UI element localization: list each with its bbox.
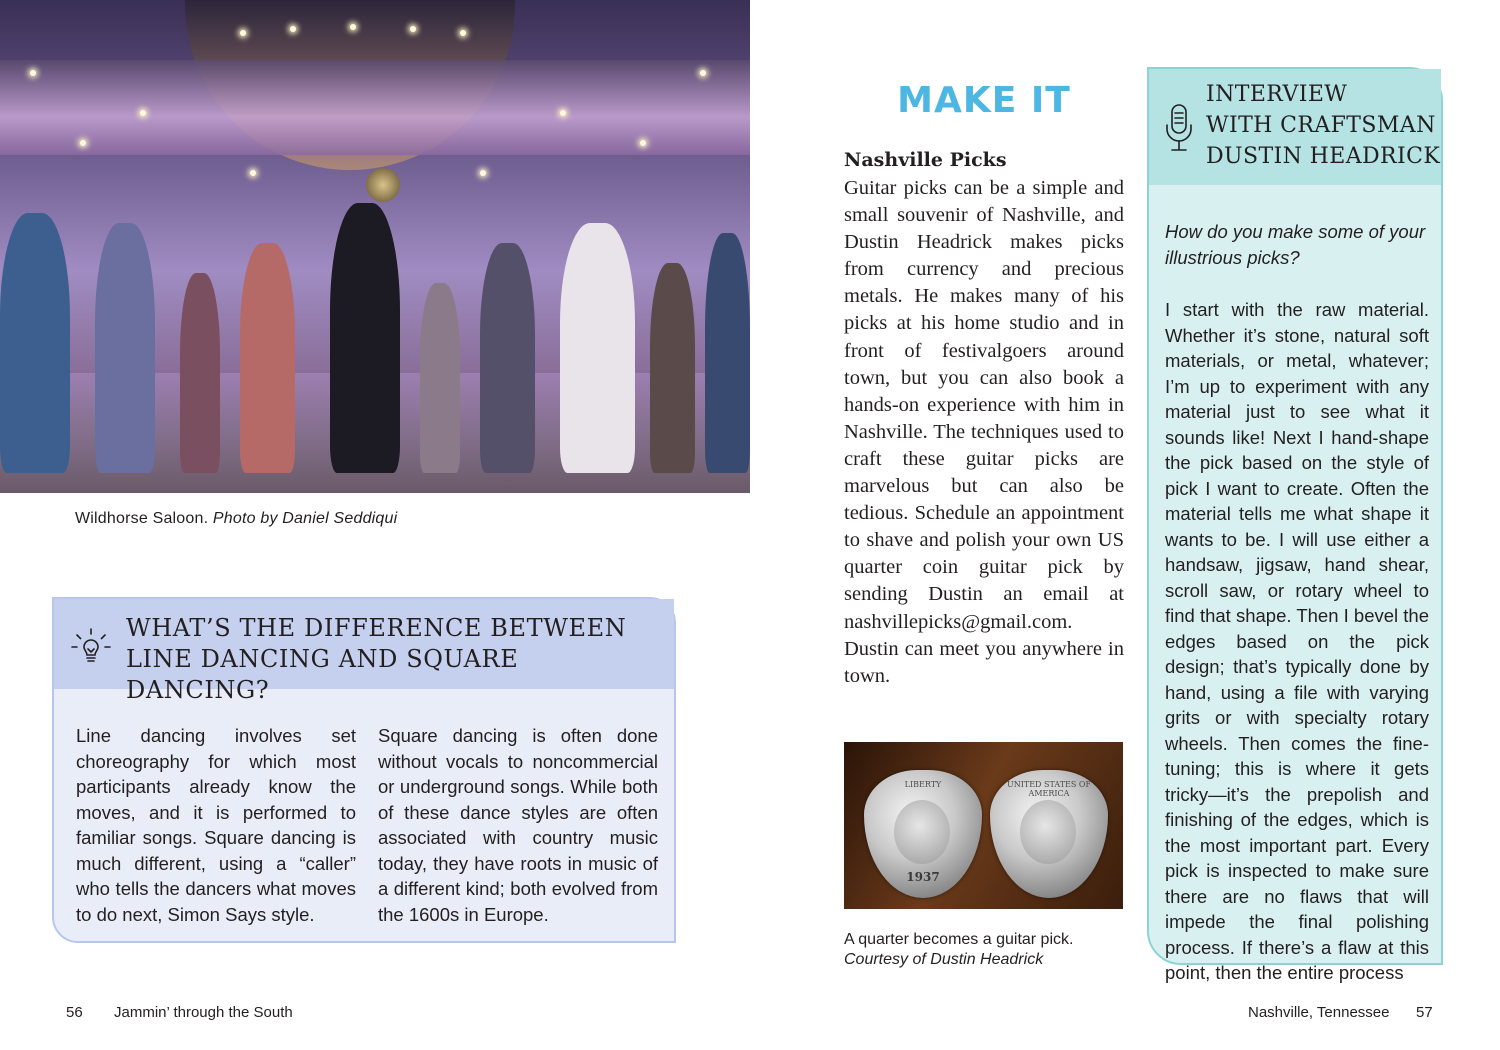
photo-caption-left [75,510,397,528]
interview-title-line3: DUSTIN HEADRICK [1206,144,1441,169]
sidebar-title-line1: WHAT’S THE DIFFERENCE BETWEEN [126,614,627,642]
lightbulb-icon [68,623,114,669]
article-body: Guitar picks can be a simple and small souvenir of Nashville, and Dustin Headrick makes picks from currency and precious metals. He makes many of his picks at his home studio and in front of festivalgoers around town, but you can also book a hands-on experience with him in Nashville. The techniques used to craft these guitar picks are marvelous but can also be tedious. Schedule an appointment to shave and polish your own US quarter coin guitar pick by sending Dustin an email at nashvillepicks@gmail.com. Dustin can meet you anywhere in town. [844,177,1124,687]
interview-title-line2: WITH CRAFTSMAN [1206,113,1436,138]
reverse-text: UNITED STATES OF AMERICA [1006,780,1092,798]
coin-year: 1937 [906,870,940,884]
running-head-left: Jammin’ through the South [114,1004,293,1021]
microphone-icon [1163,103,1195,155]
interview-question: How do you make some of your illustrious picks? [1165,221,1426,268]
interview-answer: I start with the raw material. Whether it’s stone, natural soft materials, or metal, whatever; I’m up to experiment with any material just to see what it sounds like! Next I hand-shape the pick based on the style of pick I want to create. Often the material tells me what shape it wants to be. I will use either a handsaw, jigsaw, hand shear, scroll saw, or rotary wheel to find that shape. Then I bevel the edges based on the pick design; that’s typically done by hand, using a file with varying grits or with specialty rotary wheels. Then comes the fine-tuning; this is where it gets tricky—it’s the prepolish and finishing of the edges, which is the most important part. Every pick is inspected to make sure there are no flaws that will impede the final polishing process. If there’s a flaw at this point, then the entire process [1165,299,1429,983]
page-number-left: 56 [66,1004,83,1021]
sidebar-column-2: Square dancing is often done without vocals to noncommercial or underground songs. While both of these dance styles are often associated with country music today, they have roots in music of a different kind; both evolved from the 1600s in Europe. [378,725,658,925]
dance-difference-sidebar [52,597,676,943]
caption-credit: Photo by Daniel Seddiqui [212,510,398,527]
obverse-text: LIBERTY [904,780,942,789]
caption-credit-right: Courtesy of Dustin Headrick [844,951,1044,968]
page-number-right: 57 [1416,1004,1433,1021]
section-title: MAKE IT [897,80,1071,121]
globe-ornament [366,168,400,202]
quarter-pick-reverse [990,770,1108,898]
sidebar-title-line2: LINE DANCING AND SQUARE DANCING? [126,645,519,704]
balcony-rail [0,60,750,155]
sidebar-column-1: Line dancing involves set choreography for which most participants already know the moves, and it is performed to familiar songs. Square dancing is much different, using a “caller” who tells the dancers what moves to do next, Simon Says style. [76,725,356,925]
eagle-emblem [1020,800,1076,864]
interview-title [1206,79,1446,172]
quarter-pick-photo [844,742,1123,909]
interview-title-line1: INTERVIEW [1206,82,1348,107]
running-head-right: Nashville, Tennessee [1248,1004,1390,1021]
washington-profile [894,800,950,864]
photo-caption-right [844,930,1134,970]
caption-place: Wildhorse Saloon. [75,510,209,527]
caption-text: A quarter becomes a guitar pick. [844,931,1074,948]
quarter-pick-obverse [864,770,982,898]
sidebar-title [126,613,666,706]
interview-sidebar [1147,67,1443,983]
wildhorse-saloon-photo [0,0,750,493]
article-heading: Nashville Picks [844,149,1007,171]
